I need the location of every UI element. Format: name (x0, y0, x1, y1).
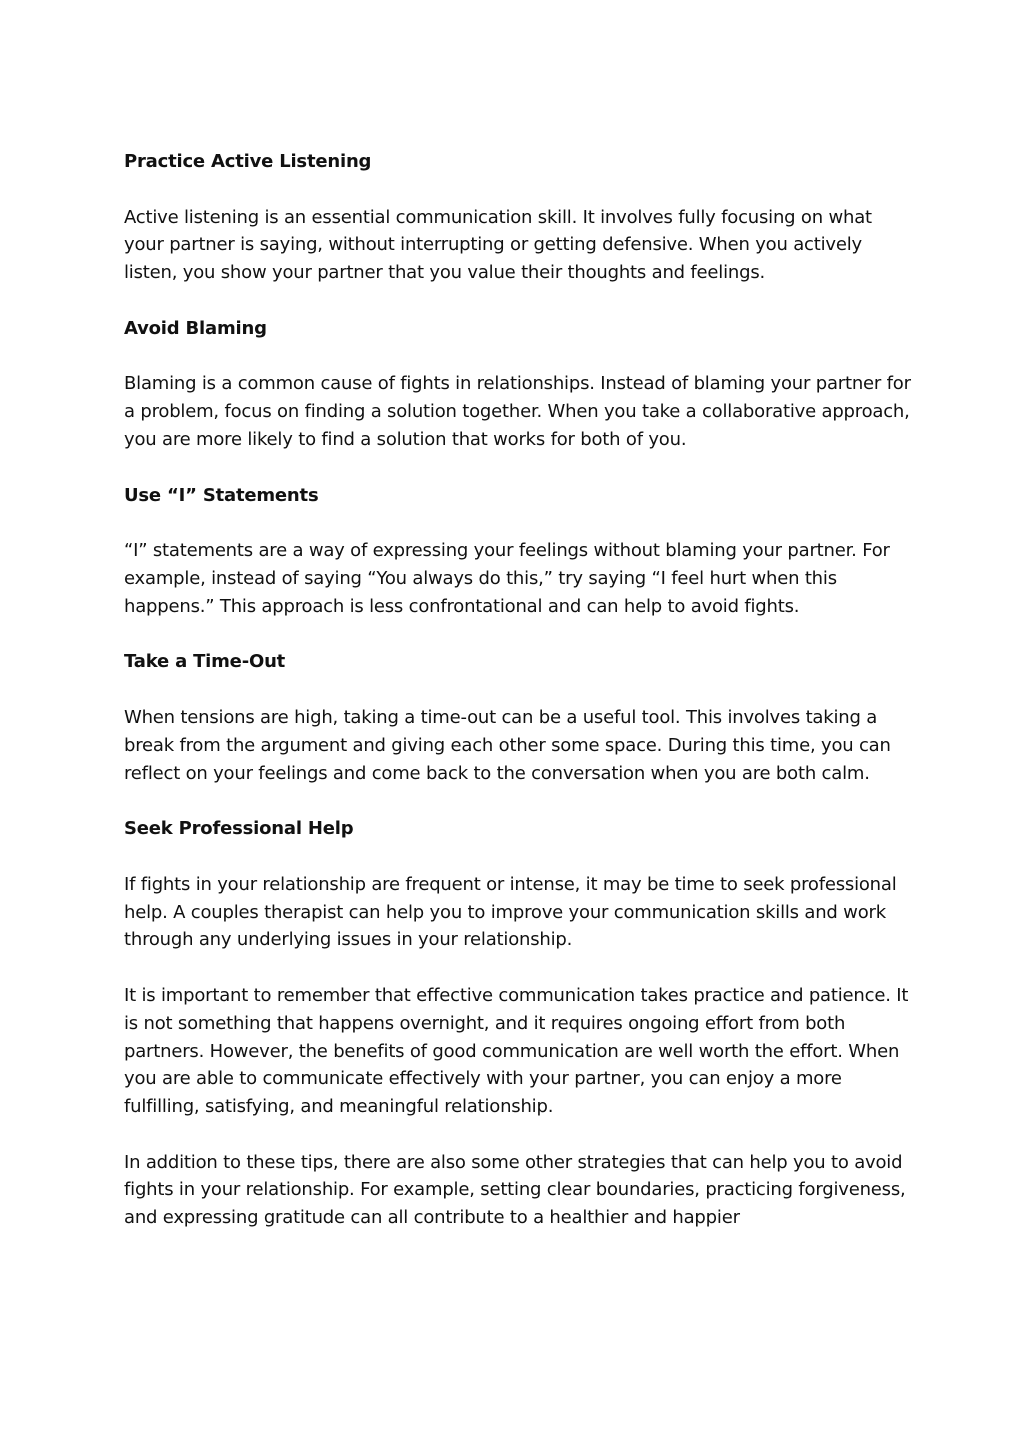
paragraph-time-out: When tensions are high, taking a time-out can be a useful tool. This involves taking a break from the argument and giving each other some space. During this time, you can reflect on your feelings and come back to the conversation when you are both calm. (124, 706, 891, 784)
paragraph-i-statements: “I” statements are a way of expressing your feelings without blaming your partner. For example, instead of saying “You always do this,” try saying “I feel hurt when this happens.” This approach is less confrontational and can help to avoid fights. (124, 540, 890, 617)
section-heading-avoid-blaming: Avoid Blaming (124, 317, 267, 339)
section-heading-time-out: Take a Time-Out (124, 651, 286, 673)
section-heading-active-listening: Practice Active Listening (124, 151, 372, 172)
section-heading-i-statements: Use “I” Statements (124, 484, 319, 506)
paragraph-other-strategies: In addition to these tips, there are also some other strategies that can help you to avoid fights in your relationship. For example, setting clear boundaries, practicing forgiveness, and expressing gratitude can all contribute to a healthier and happier (124, 1151, 906, 1229)
document-page (124, 148, 914, 1232)
paragraph-professional-help: If fights in your relationship are frequent or intense, it may be time to seek professional help. A couples therapist can help you to improve your communication skills and work through any underlying issues in your relationship. (124, 873, 897, 951)
paragraph-avoid-blaming: Blaming is a common cause of fights in relationships. Instead of blaming your partner for a problem, focus on finding a solution together. When you take a collaborative approach, you are more likely to find a solution that works for both of you. (124, 373, 911, 450)
paragraph-active-listening: Active listening is an essential communication skill. It involves fully focusing on what your partner is saying, without interrupting or getting defensive. When you actively listen, you show your partner that you value their thoughts and feelings. (124, 206, 872, 284)
section-heading-professional-help: Seek Professional Help (124, 818, 354, 840)
paragraph-effective-communication: It is important to remember that effective communication takes practice and patience. It is not something that happens overnight, and it requires ongoing effort from both partners. However, the benefits of good communication are well worth the effort. When you are able to communicate effectively with your partner, you can enjoy a more fulfilling, satisfying, and meaningful relationship. (124, 984, 909, 1118)
